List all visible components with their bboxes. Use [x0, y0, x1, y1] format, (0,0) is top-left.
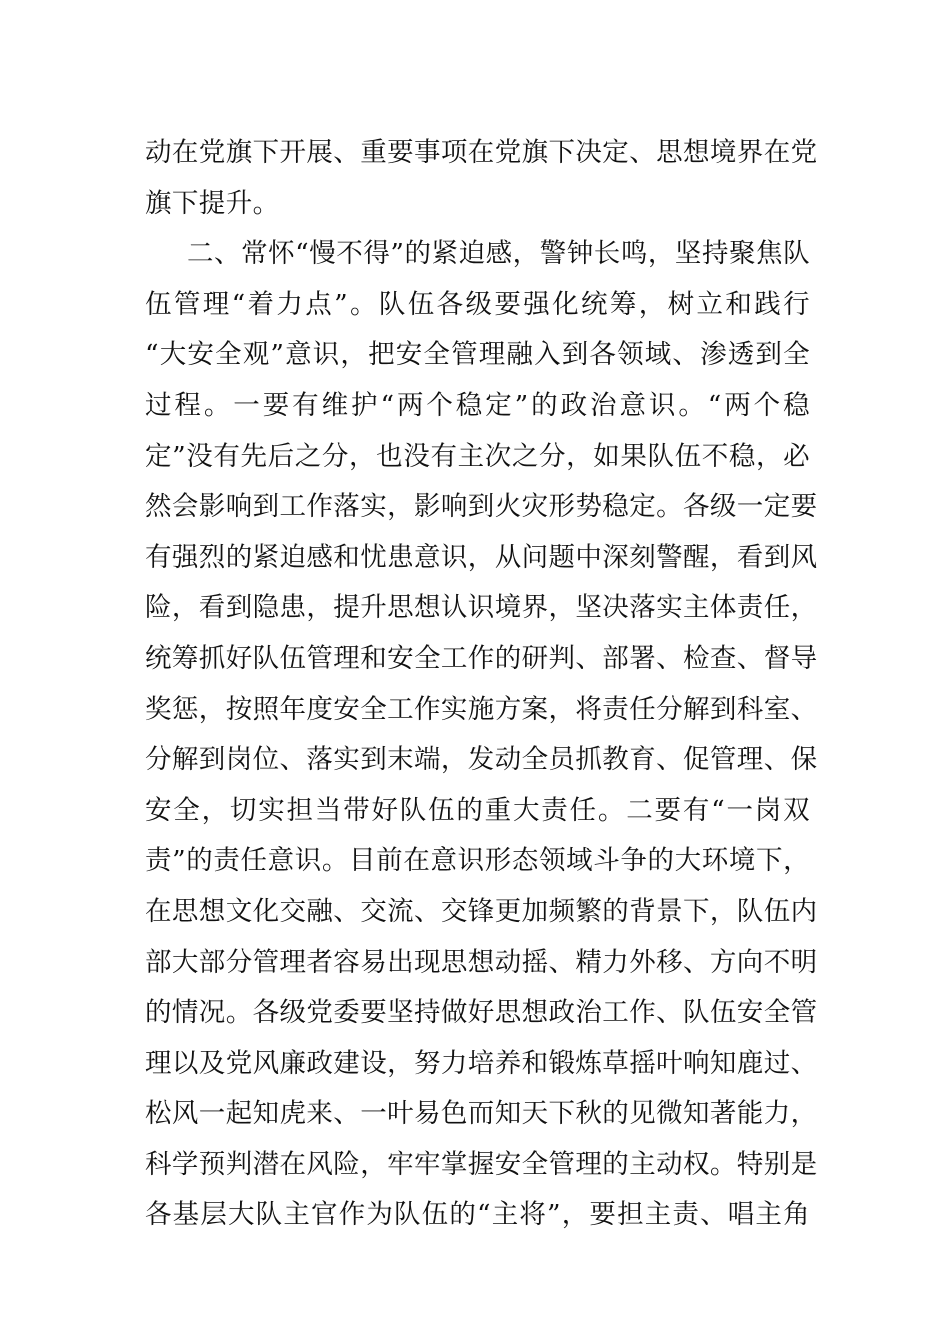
- text-line: 旗下提升。: [145, 187, 280, 219]
- text-line: 分解到岗位、落实到末端，发动全员抓教育、促管理、保: [145, 744, 818, 776]
- text-line: 奖惩，按照年度安全工作实施方案，将责任分解到科室、: [145, 693, 818, 725]
- text-line: 安全，切实担当带好队伍的重大责任。二要有“一岗双: [145, 794, 810, 826]
- text-line: 科学预判潜在风险，牢牢掌握安全管理的主动权。特别是: [145, 1148, 818, 1180]
- body-text: [145, 128, 818, 1241]
- text-line: 部大部分管理者容易出现思想动摇、精力外移、方向不明: [145, 946, 818, 978]
- text-line: 动在党旗下开展、重要事项在党旗下决定、思想境界在党: [145, 137, 818, 168]
- text-line: 的情况。各级党委要坚持做好思想政治工作、队伍安全管: [145, 997, 818, 1029]
- text-line: 然会影响到工作落实，影响到火灾形势稳定。各级一定要: [145, 491, 818, 523]
- text-line: 责”的责任意识。目前在意识形态领域斗争的大环境下，: [145, 845, 810, 877]
- text-line: 在思想文化交融、交流、交锋更加频繁的背景下，队伍内: [145, 895, 818, 927]
- text-line: “大安全观”意识，把安全管理融入到各领域、渗透到全: [145, 339, 810, 371]
- text-line: 险，看到隐患，提升思想认识境界，坚决落实主体责任，: [145, 592, 818, 624]
- text-line: 统筹抓好队伍管理和安全工作的研判、部署、检查、督导: [145, 642, 818, 674]
- text-line: 定”没有先后之分，也没有主次之分，如果队伍不稳，必: [145, 440, 810, 472]
- section-heading-line: 二、常怀“慢不得”的紧迫感，警钟长鸣，坚持聚焦队: [187, 238, 810, 270]
- text-line: 松风一起知虎来、一叶易色而知天下秋的见微知著能力，: [145, 1098, 818, 1130]
- text-line: 理以及党风廉政建设，努力培养和锻炼草摇叶响知鹿过、: [145, 1047, 818, 1079]
- text-line: 过程。一要有维护“两个稳定”的政治意识。“两个稳: [145, 389, 810, 421]
- text-line: 伍管理“着力点”。队伍各级要强化统筹，树立和践行: [145, 288, 810, 320]
- text-line: 有强烈的紧迫感和忧患意识，从问题中深刻警醒，看到风: [145, 541, 818, 573]
- text-line: 各基层大队主官作为队伍的“主将”，要担主责、唱主角: [145, 1199, 810, 1231]
